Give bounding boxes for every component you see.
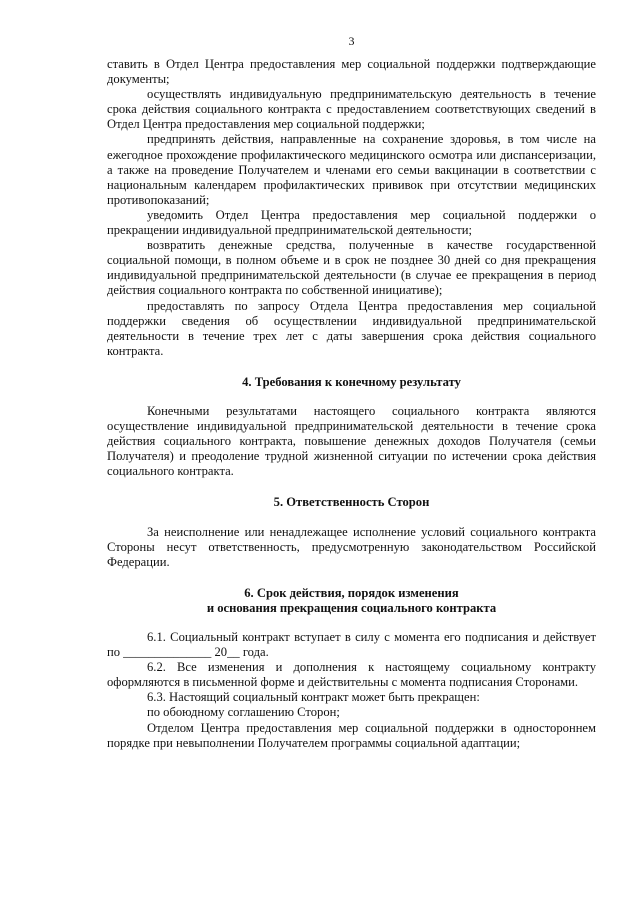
section-heading-6-line-2: и основания прекращения социального контракта [206,600,497,615]
section-heading-6 [107,586,596,616]
page-number: 3 [348,34,355,48]
paragraph: 6.3. Настоящий социальный контракт может быть прекращен: [147,690,480,705]
paragraph: За неисполнение или ненадлежащее исполнение условий социального контракта Стороны несут ответственность, предусмотренную законодательством Российской Федерации. [107,524,596,569]
paragraph: уведомить Отдел Центра предоставления мер социальной поддержки о прекращении индивидуальной предпринимательской деятельности; [107,207,596,238]
paragraph: осуществлять индивидуальную предпринимательскую деятельность в течение срока действия социального контракта с предоставлением соответствующих сведений в Отдел Центра предоставления мер социальной поддержки; [107,87,596,132]
paragraph: возвратить денежные средства, полученные в качестве государственной социальной помощи, в полном объеме и в срок не позднее 30 дней со дня прекращения индивидуальной предпринимательской деятельности (в случае ее прекращения в период действия социального контракта по собственной инициативе); [107,238,596,298]
paragraph: Конечными результатами настоящего социального контракта являются осуществление индивидуальной предпринимательской деятельности в течение срока действия социального контракта, повышение денежных доходов Получателя (семьи Получателя) и преодоление трудной жизненной ситуации по истечении срока действия социального контракта. [107,403,596,479]
section-heading-5: 5. Ответственность Сторон [273,495,430,510]
paragraph: предпринять действия, направленные на сохранение здоровья, в том числе на ежегодное прохождение профилактического медицинского осмотра или диспансеризации, а также на проведение Получателем и членами его семьи вакцинации в соответствии с национальным календарем профилактических прививок при отсутствии медицинских противопоказаний; [107,132,596,207]
paragraph: ставить в Отдел Центра предоставления мер социальной поддержки подтверждающие документы; [107,57,596,87]
paragraph: по обоюдному соглашению Сторон; [147,705,340,720]
paragraph: 6.2. Все изменения и дополнения к настоящему социальному контракту оформляются в письменной форме и действительны с момента подписания Сторонами. [107,660,596,690]
paragraph: Отделом Центра предоставления мер социальной поддержки в одностороннем порядке при невыполнении Получателем программы социальной адаптации; [107,720,596,750]
section-heading-4: 4. Требования к конечному результату [242,374,461,389]
section-heading-6-line-1: 6. Срок действия, порядок изменения [244,585,459,600]
paragraph: предоставлять по запросу Отдела Центра предоставления мер социальной поддержки сведения об осуществлении индивидуальной предпринимательской деятельности в течение трех лет с даты завершения срока действия социального контракта. [107,298,596,358]
paragraph: 6.1. Социальный контракт вступает в силу с момента его подписания и действует по ______________ 20__ года. [107,630,596,660]
